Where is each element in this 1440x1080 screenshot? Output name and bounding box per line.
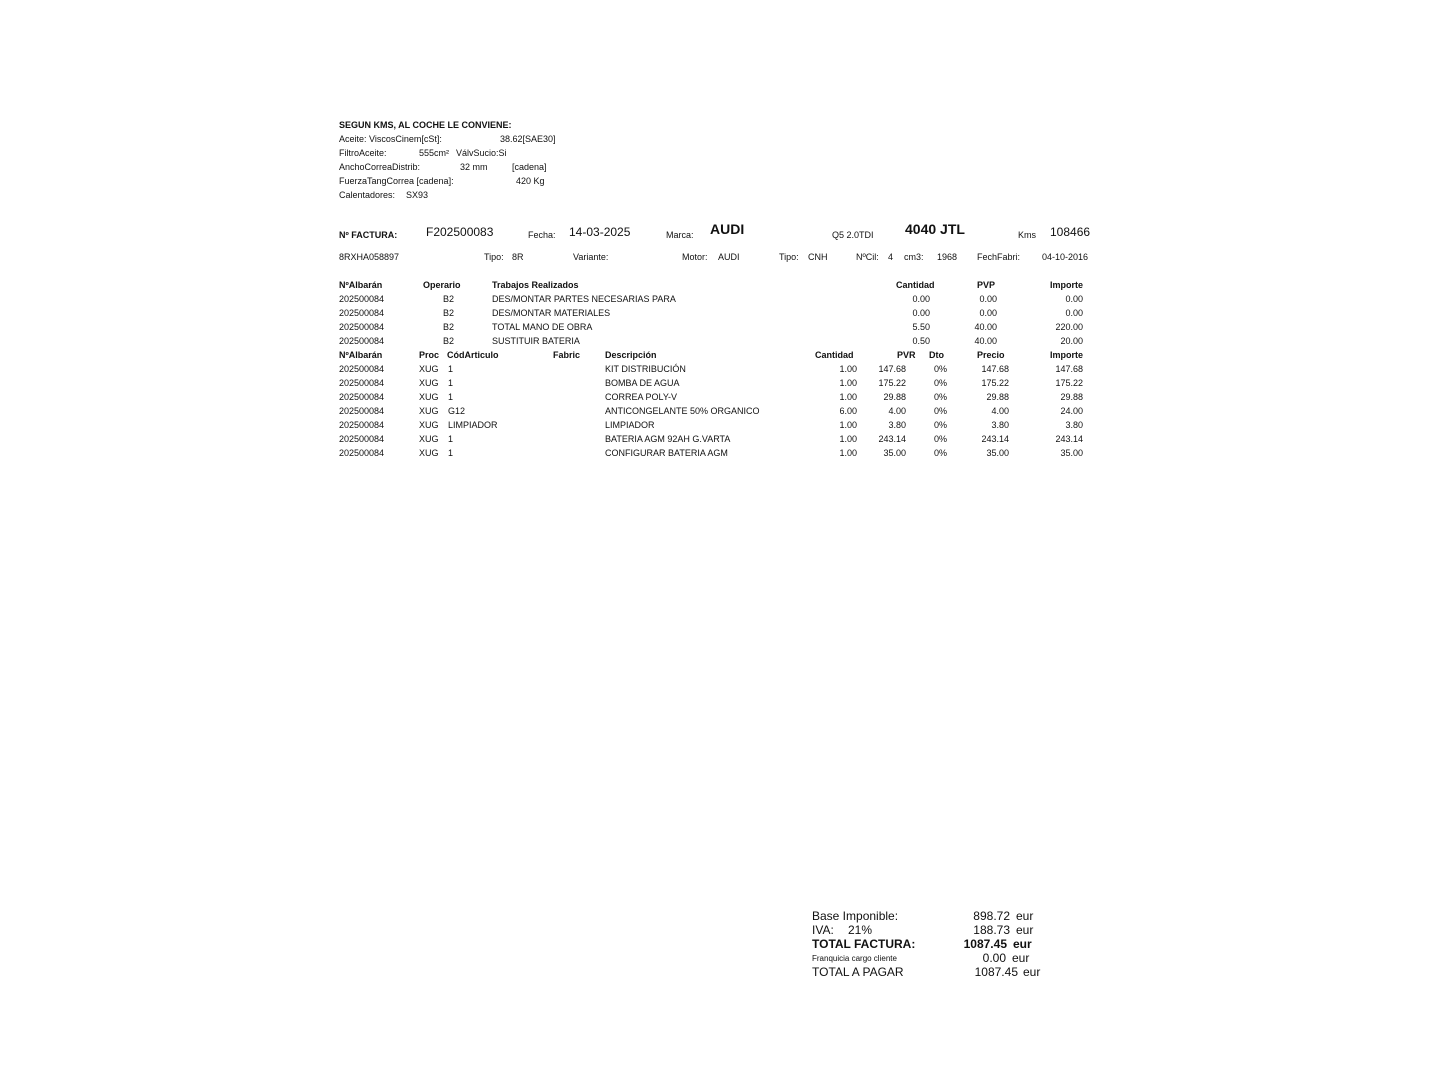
parts-cell-precio: 29.88 — [986, 392, 1009, 402]
labor-cell-pvp: 0.00 — [979, 308, 997, 318]
parts-cell-precio: 3.80 — [991, 420, 1009, 430]
labor-cell-trabajo: SUSTITUIR BATERIA — [492, 336, 580, 346]
parts-cell-descripcion: BATERIA AGM 92AH G.VARTA — [605, 434, 731, 444]
labor-header-importe: Importe — [1050, 280, 1084, 290]
labor-cell-cantidad: 5.50 — [912, 322, 930, 332]
kms-label: Kms — [1018, 230, 1036, 240]
iva-currency: eur — [1016, 923, 1034, 937]
labor-cell-albaran: 202500084 — [339, 294, 385, 304]
parts-cell-cod: LIMPIADOR — [448, 420, 498, 430]
parts-cell-pvr: 3.80 — [888, 420, 906, 430]
total-factura-label: TOTAL FACTURA: — [812, 937, 916, 951]
parts-cell-pvr: 175.22 — [878, 378, 906, 388]
tipo-label: Tipo: — [484, 252, 504, 262]
parts-cell-importe: 147.68 — [1055, 364, 1083, 374]
calentadores-label: Calentadores: — [339, 190, 396, 200]
labor-cell-importe: 20.00 — [1060, 336, 1083, 346]
labor-cell-importe: 0.00 — [1065, 294, 1083, 304]
parts-cell-importe: 3.80 — [1065, 420, 1083, 430]
aceite-value: 38.62[SAE30] — [500, 134, 556, 144]
parts-cell-dto: 0% — [933, 406, 947, 416]
franquicia-currency: eur — [1012, 951, 1030, 965]
ncil-label: NºCil: — [856, 252, 879, 262]
parts-cell-importe: 29.88 — [1060, 392, 1083, 402]
parts-cell-precio: 243.14 — [981, 434, 1009, 444]
total-pagar-currency: eur — [1023, 965, 1041, 979]
labor-cell-importe: 0.00 — [1065, 308, 1083, 318]
parts-header-albaran: NºAlbarán — [339, 350, 383, 360]
parts-header-descripcion: Descripción — [605, 350, 657, 360]
base-label: Base Imponible: — [812, 909, 899, 923]
valvula-label: VálvSucio:Si — [456, 148, 507, 158]
labor-cell-importe: 220.00 — [1055, 322, 1083, 332]
parts-cell-cantidad: 1.00 — [839, 364, 857, 374]
base-currency: eur — [1016, 909, 1034, 923]
parts-cell-albaran: 202500084 — [339, 448, 385, 458]
cm3-value: 1968 — [937, 252, 958, 262]
parts-header-fabric: Fabric — [553, 350, 581, 360]
parts-cell-cod: G12 — [448, 406, 466, 416]
labor-header-albaran: NºAlbarán — [339, 280, 383, 290]
correa-tipo: [cadena] — [512, 162, 547, 172]
aceite-label: Aceite: ViscosCinem[cSt]: — [339, 134, 442, 144]
bastidor: 8RXHA058897 — [339, 252, 400, 262]
parts-cell-dto: 0% — [933, 364, 947, 374]
franquicia-value: 0.00 — [982, 951, 1006, 965]
labor-cell-pvp: 40.00 — [974, 322, 997, 332]
parts-cell-descripcion: ANTICONGELANTE 50% ORGANICO — [605, 406, 760, 416]
parts-cell-albaran: 202500084 — [339, 378, 385, 388]
total-pagar-value: 1087.45 — [974, 965, 1018, 979]
labor-cell-albaran: 202500084 — [339, 322, 385, 332]
parts-cell-cod: 1 — [448, 448, 454, 458]
parts-cell-cod: 1 — [448, 378, 454, 388]
parts-header-dto: Dto — [929, 350, 944, 360]
parts-cell-precio: 147.68 — [981, 364, 1009, 374]
parts-cell-proc: XUG — [419, 392, 439, 402]
parts-cell-cantidad: 1.00 — [839, 448, 857, 458]
parts-cell-proc: XUG — [419, 434, 439, 444]
calentadores-value: SX93 — [406, 190, 429, 200]
total-pagar-label: TOTAL A PAGAR — [812, 965, 904, 979]
parts-cell-cantidad: 1.00 — [839, 378, 857, 388]
parts-cell-importe: 24.00 — [1060, 406, 1083, 416]
iva-label: IVA: — [812, 923, 834, 937]
factura-number: F202500083 — [426, 225, 494, 239]
parts-header-cod: CódArticulo — [447, 350, 499, 360]
labor-cell-trabajo: TOTAL MANO DE OBRA — [492, 322, 593, 332]
cm3-label: cm3: — [904, 252, 924, 262]
ncil-value: 4 — [888, 252, 894, 262]
fechfabri-label: FechFabri: — [977, 252, 1021, 262]
parts-cell-descripcion: CORREA POLY-V — [605, 392, 678, 402]
labor-header-trabajos: Trabajos Realizados — [492, 280, 579, 290]
parts-header-pvr: PVR — [897, 350, 916, 360]
parts-cell-importe: 35.00 — [1060, 448, 1083, 458]
labor-cell-pvp: 0.00 — [979, 294, 997, 304]
parts-cell-precio: 4.00 — [991, 406, 1009, 416]
labor-header-pvp: PVP — [977, 280, 996, 290]
labor-cell-albaran: 202500084 — [339, 308, 385, 318]
factura-label: Nº FACTURA: — [339, 230, 398, 240]
matricula: 4040 JTL — [905, 221, 965, 237]
tipo-value: 8R — [512, 252, 524, 262]
parts-header-precio: Precio — [977, 350, 1005, 360]
labor-header-cantidad: Cantidad — [896, 280, 935, 290]
marca-label: Marca: — [666, 230, 694, 240]
recommendations-title: SEGUN KMS, AL COCHE LE CONVIENE: — [339, 120, 512, 130]
labor-header-operario: Operario — [423, 280, 461, 290]
parts-cell-cantidad: 1.00 — [839, 434, 857, 444]
parts-cell-pvr: 29.88 — [883, 392, 906, 402]
parts-header-proc: Proc — [419, 350, 440, 360]
parts-cell-dto: 0% — [933, 434, 947, 444]
parts-cell-cod: 1 — [448, 392, 454, 402]
labor-cell-cantidad: 0.00 — [912, 308, 930, 318]
parts-cell-proc: XUG — [419, 364, 439, 374]
parts-header-cantidad: Cantidad — [815, 350, 854, 360]
labor-cell-operario: B2 — [443, 294, 455, 304]
labor-cell-cantidad: 0.50 — [912, 336, 930, 346]
kms-value: 108466 — [1050, 225, 1091, 239]
labor-cell-trabajo: DES/MONTAR PARTES NECESARIAS PARA — [492, 294, 676, 304]
fecha-label: Fecha: — [528, 230, 556, 240]
parts-cell-importe: 243.14 — [1055, 434, 1083, 444]
labor-cell-albaran: 202500084 — [339, 336, 385, 346]
labor-cell-cantidad: 0.00 — [912, 294, 930, 304]
parts-cell-dto: 0% — [933, 448, 947, 458]
franquicia-label: Franquicia cargo cliente — [812, 954, 897, 963]
parts-cell-albaran: 202500084 — [339, 420, 385, 430]
parts-cell-pvr: 4.00 — [888, 406, 906, 416]
base-value: 898.72 — [973, 909, 1010, 923]
parts-cell-descripcion: LIMPIADOR — [605, 420, 655, 430]
parts-cell-albaran: 202500084 — [339, 392, 385, 402]
tipo2-value: CNH — [808, 252, 828, 262]
parts-cell-proc: XUG — [419, 378, 439, 388]
parts-cell-pvr: 147.68 — [878, 364, 906, 374]
labor-cell-operario: B2 — [443, 336, 455, 346]
parts-cell-dto: 0% — [933, 420, 947, 430]
motor-value: AUDI — [718, 252, 740, 262]
modelo: Q5 2.0TDI — [832, 230, 874, 240]
parts-cell-precio: 175.22 — [981, 378, 1009, 388]
fuerza-label: FuerzaTangCorrea [cadena]: — [339, 176, 454, 186]
parts-cell-cantidad: 1.00 — [839, 420, 857, 430]
parts-cell-cantidad: 6.00 — [839, 406, 857, 416]
parts-cell-dto: 0% — [933, 392, 947, 402]
labor-cell-trabajo: DES/MONTAR MATERIALES — [492, 308, 611, 318]
filtro-label: FiltroAceite: — [339, 148, 387, 158]
parts-cell-precio: 35.00 — [986, 448, 1009, 458]
parts-cell-proc: XUG — [419, 420, 439, 430]
correa-value: 32 mm — [460, 162, 488, 172]
fechfabri-value: 04-10-2016 — [1042, 252, 1089, 262]
parts-cell-albaran: 202500084 — [339, 434, 385, 444]
filtro-value: 555cm² — [419, 148, 450, 158]
iva-rate: 21% — [848, 923, 873, 937]
parts-cell-importe: 175.22 — [1055, 378, 1083, 388]
parts-cell-pvr: 35.00 — [883, 448, 906, 458]
parts-cell-cantidad: 1.00 — [839, 392, 857, 402]
parts-cell-pvr: 243.14 — [878, 434, 906, 444]
fecha-value: 14-03-2025 — [569, 225, 631, 239]
parts-cell-proc: XUG — [419, 406, 439, 416]
total-factura-currency: eur — [1013, 937, 1032, 951]
parts-cell-descripcion: KIT DISTRIBUCIÓN — [605, 364, 686, 374]
parts-cell-albaran: 202500084 — [339, 364, 385, 374]
motor-label: Motor: — [682, 252, 708, 262]
total-factura-value: 1087.45 — [963, 937, 1007, 951]
parts-header-importe: Importe — [1050, 350, 1084, 360]
parts-cell-descripcion: BOMBA DE AGUA — [605, 378, 680, 388]
fuerza-value: 420 Kg — [516, 176, 545, 186]
marca-value: AUDI — [710, 221, 745, 237]
parts-cell-dto: 0% — [933, 378, 947, 388]
parts-cell-proc: XUG — [419, 448, 439, 458]
parts-cell-descripcion: CONFIGURAR BATERIA AGM — [605, 448, 728, 458]
variante-label: Variante: — [573, 252, 609, 262]
correa-label: AnchoCorreaDistrib: — [339, 162, 421, 172]
iva-value: 188.73 — [973, 923, 1010, 937]
labor-cell-pvp: 40.00 — [974, 336, 997, 346]
parts-cell-cod: 1 — [448, 364, 454, 374]
labor-cell-operario: B2 — [443, 308, 455, 318]
tipo2-label: Tipo: — [779, 252, 799, 262]
parts-cell-cod: 1 — [448, 434, 454, 444]
labor-cell-operario: B2 — [443, 322, 455, 332]
parts-cell-albaran: 202500084 — [339, 406, 385, 416]
